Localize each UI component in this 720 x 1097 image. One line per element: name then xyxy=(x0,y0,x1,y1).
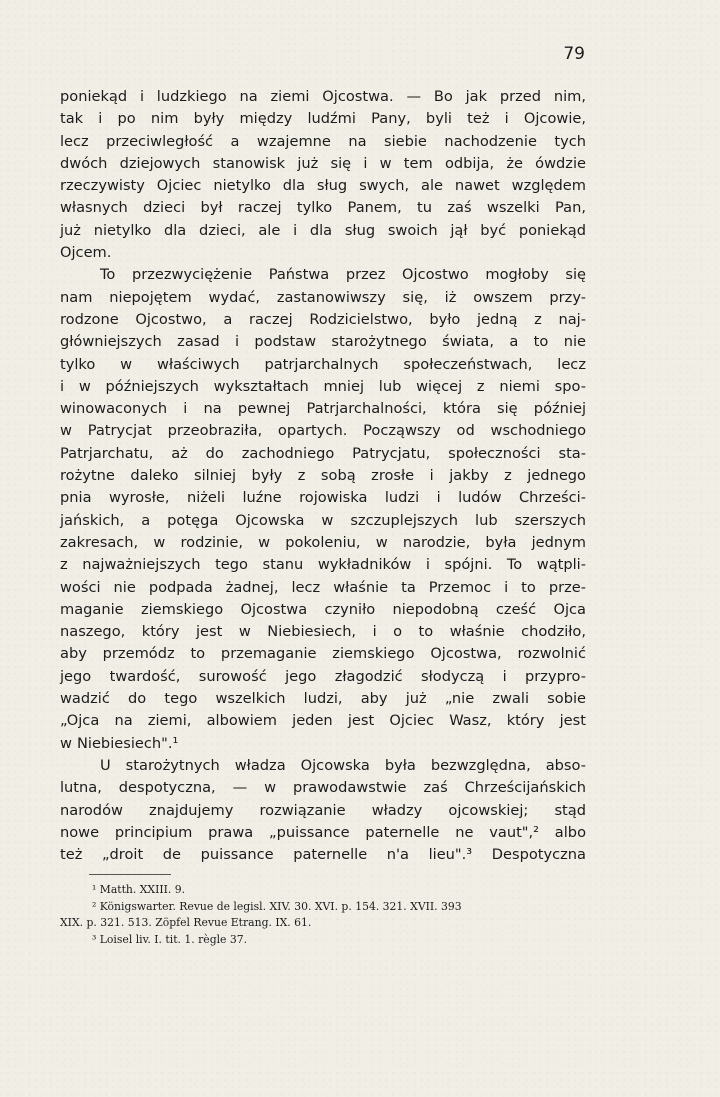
footnotes xyxy=(60,882,588,948)
body-line: nam niepojętem wydać, zastanowiwszy się, iż owszem przy- xyxy=(60,288,586,306)
body-line: pnia wyrosłe, niżeli luźne rojowiska ludzi i ludów Chrześci- xyxy=(60,489,586,507)
body-line: maganie ziemskiego Ojcostwa czyniło niepodobną cześć Ojca xyxy=(60,600,586,618)
body-line: rzeczywisty Ojciec nietylko dla sług swych, ale nawet względem xyxy=(60,177,586,195)
body-line: poniekąd i ludzkiego na ziemi Ojcostwa. — Bo jak przed nim, xyxy=(60,88,586,105)
body-text xyxy=(60,86,586,866)
body-line: To przezwyciężenie Państwa przez Ojcostwo mogłoby się xyxy=(100,266,586,284)
body-line: główniejszych zasad i podstaw starożytnego świata, a to nie xyxy=(60,333,586,351)
body-line: wości nie podpada żadnej, lecz właśnie ta Przemoc i to prze- xyxy=(60,578,586,596)
body-line: rożytne daleko silniej były z sobą zrosłe i jakby z jednego xyxy=(60,467,586,485)
footnote-continuation: XIX. p. 321. 513. Zöpfel Revue Etrang. IX. 61. xyxy=(60,916,312,930)
body-line: wadzić do tego wszelkich ludzi, aby już „nie zwali sobie xyxy=(60,690,586,708)
body-line: tylko w właściwych patrjarchalnych społeczeństwach, lecz xyxy=(60,355,586,373)
footnote: ¹ Matth. XXIII. 9. xyxy=(92,883,186,896)
body-line: jego twardość, surowość jego złagodzić słodyczą i przypro- xyxy=(60,667,586,685)
body-line: jańskich, a potęga Ojcowska w szczuplejszych lub szerszych xyxy=(60,511,586,529)
body-line: lutna, despotyczna, — w prawodawstwie zaś Chrześcijańskich xyxy=(60,779,586,797)
body-line: własnych dzieci był raczej tylko Panem, tu zaś wszelki Pan, xyxy=(60,199,586,217)
body-line: już nietylko dla dzieci, ale i dla sług swoich jął być poniekąd xyxy=(60,221,586,239)
body-line: rodzone Ojcostwo, a raczej Rodzicielstwo, było jedną z naj- xyxy=(60,310,586,328)
body-line: U starożytnych władza Ojcowska była bezwzględna, abso- xyxy=(100,756,586,774)
body-line: Patrjarchatu, aż do zachodniego Patrycjatu, społeczności sta- xyxy=(60,444,586,462)
body-line: w Patrycjat przeobraziła, opartych. Począwszy od wschodniego xyxy=(60,422,586,440)
footnote: ² Königswarter. Revue de legisl. XIV. 30. XVI. p. 154. 321. XVII. 393 xyxy=(92,899,462,913)
body-line: też „droit de puissance paternelle n'a lieu".³ Despotyczna xyxy=(60,846,586,864)
body-line: aby przemódz to przemaganie ziemskiego Ojcostwa, rozwolnić xyxy=(60,645,586,663)
body-line: „Ojca na ziemi, albowiem jeden jest Ojciec Wasz, który jest xyxy=(60,712,586,730)
footnote-divider xyxy=(89,874,171,875)
body-line: w Niebiesiech".¹ xyxy=(60,734,179,752)
body-line: narodów znajdujemy rozwiązanie władzy ojcowskiej; stąd xyxy=(60,801,586,819)
body-line: naszego, który jest w Niebiesiech, i o to właśnie chodziło, xyxy=(60,623,586,641)
body-line: zakresach, w rodzinie, w pokoleniu, w narodzie, była jednym xyxy=(60,533,586,551)
body-line: tak i po nim były między ludźmi Pany, byli też i Ojcowie, xyxy=(60,110,586,128)
footnote: ³ Loisel liv. I. tit. 1. règle 37. xyxy=(92,932,248,946)
body-line: i w późniejszych wykształtach mniej lub więcej z niemi spo- xyxy=(60,377,586,395)
body-line: z najważniejszych tego stanu wykładników i spójni. To wątpli- xyxy=(60,556,586,574)
body-line: winowaconych i na pewnej Patrjarchalności, która się później xyxy=(60,400,586,418)
body-line: Ojcem. xyxy=(60,244,112,262)
body-line: nowe principium prawa „puissance paternelle ne vaut",² albo xyxy=(60,823,586,841)
page-number: 79 xyxy=(563,44,585,64)
body-line: dwóch dziejowych stanowisk już się i w tem odbija, że ówdzie xyxy=(60,154,586,172)
body-line: lecz przeciwległość a wzajemne na siebie nachodzenie tych xyxy=(60,132,586,150)
